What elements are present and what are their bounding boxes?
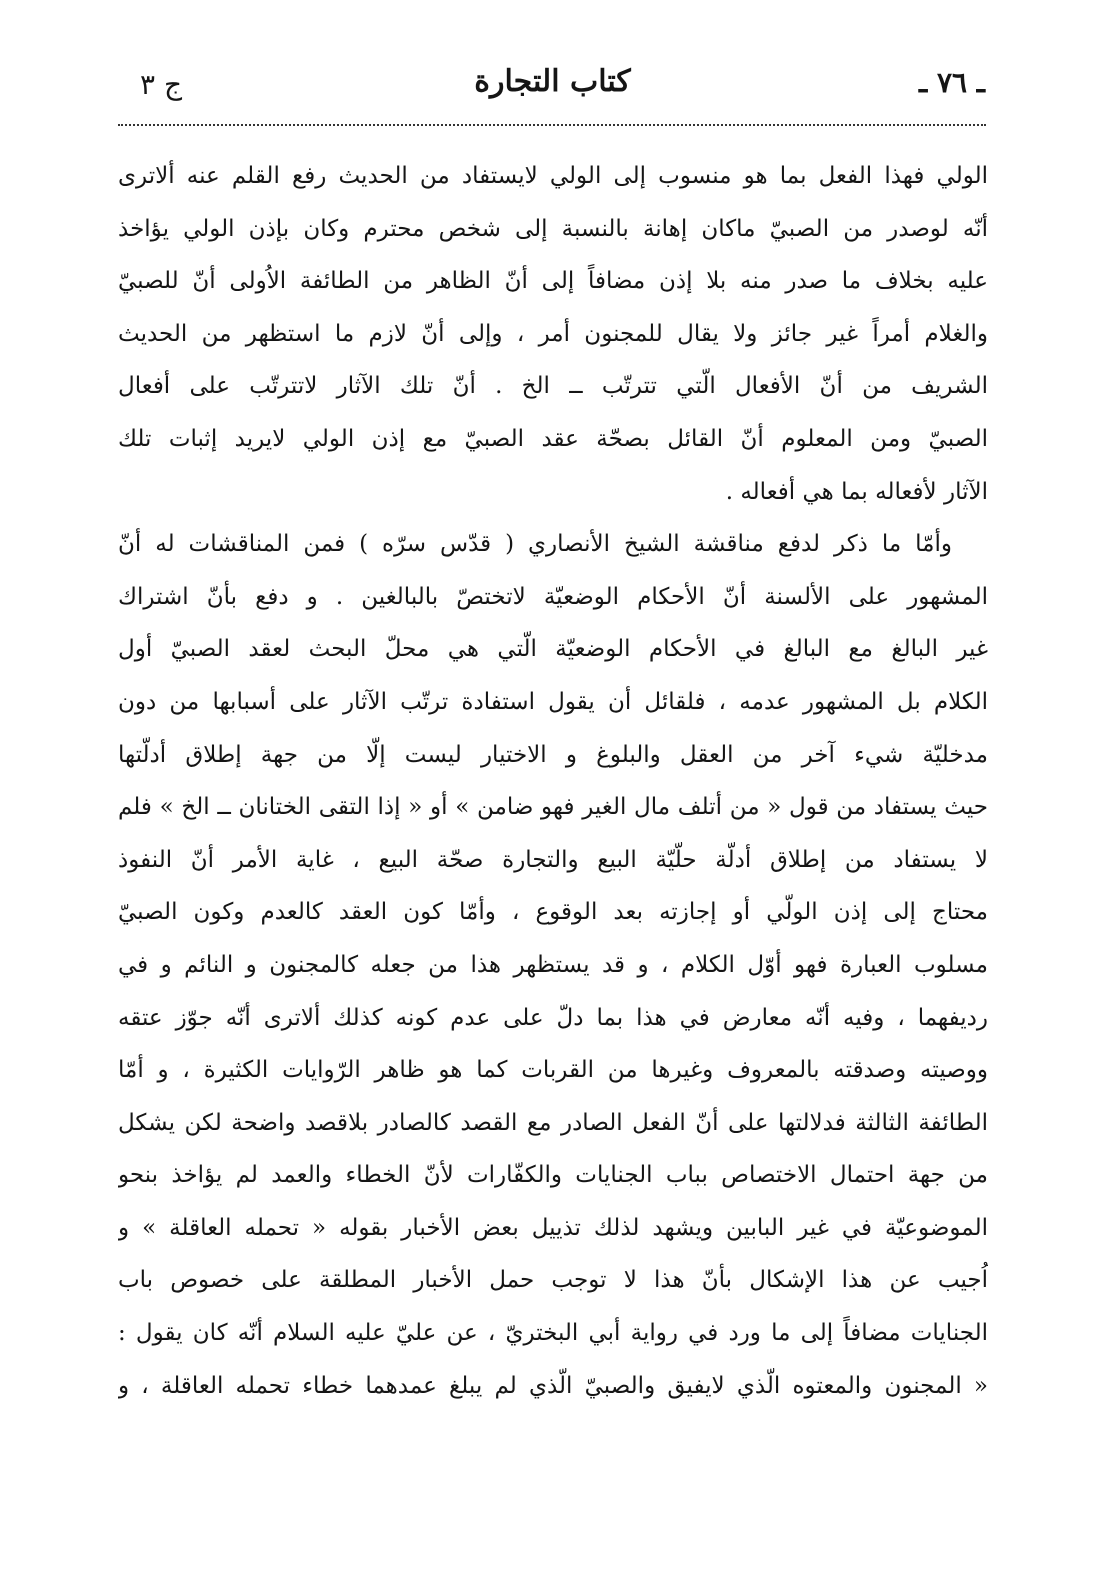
text-line: حيث يستفاد من قول « من أتلف مال الغير فهو ضامن » أو « إذا التقى الختانان ــ الخ » فلم: [118, 794, 988, 821]
text-line: المشهور على الألسنة أنّ الأحكام الوضعيّة لاتختصّ بالبالغين . و دفع بأنّ اشتراك: [118, 583, 988, 610]
text-line: الجنايات مضافاً إلى ما ورد في رواية أبي البختريّ ، عن عليّ عليه السلام أنّه كان يقول :: [118, 1320, 988, 1347]
text-line: أنّه لوصدر من الصبيّ ماكان إهانة بالنسبة إلى شخص محترم وكان بإذن الولي يؤاخذ: [118, 215, 988, 242]
text-line: مسلوب العبارة فهو أوّل الكلام ، و قد يستظهر هذا من جعله كالمجنون و النائم و في: [118, 951, 988, 978]
text-line: غير البالغ مع البالغ في الأحكام الوضعيّة الّتي هي محلّ البحث لعقد الصبيّ أول: [118, 636, 988, 663]
text-line: والغلام أمراً غير جائز ولا يقال للمجنون أمر ، وإلى أنّ لازم ما استظهر من الحديث: [118, 320, 988, 347]
text-line: ووصيته وصدقته بالمعروف وغيرها من القربات كما هو ظاهر الرّوايات الكثيرة ، و أمّا: [118, 1057, 988, 1084]
text-line: الصبيّ ومن المعلوم أنّ القائل بصحّة عقد الصبيّ مع إذن الولي لايريد إثبات تلك: [118, 425, 988, 452]
text-line: لا يستفاد من إطلاق أدلّة حلّيّة البيع والتجارة صحّة البيع ، غاية الأمر أنّ النفوذ: [118, 846, 988, 873]
text-line: الطائفة الثالثة فدلالتها على أنّ الفعل الصادر مع القصد كالصادر بلاقصد واضحة لكن يشكل: [118, 1109, 988, 1136]
text-line: الآثار لأفعاله بما هي أفعاله .: [725, 478, 988, 505]
text-line: الكلام بل المشهور عدمه ، فلقائل أن يقول استفادة ترتّب الآثار على أسبابها من دون: [118, 688, 988, 715]
text-line: رديفهما ، وفيه أنّه معارض في هذا بما دلّ على عدم كونه كذلك ألاترى أنّه جوّز عتقه: [118, 1004, 988, 1031]
volume-label: ج ٣: [140, 68, 183, 101]
text-line: الشريف من أنّ الأفعال الّتي تترتّب ــ الخ . أنّ تلك الآثار لاتترتّب على أفعال: [118, 373, 988, 400]
text-line: اُجيب عن هذا الإشكال بأنّ هذا لا توجب حمل الأخبار المطلقة على خصوص باب: [118, 1267, 988, 1294]
page-number: ـ ٧٦ ـ: [919, 66, 985, 99]
book-title: كتاب التجارة: [474, 64, 631, 99]
page-header: [120, 60, 985, 108]
text-line: الموضوعيّة في غير البابين ويشهد لذلك تذييل بعض الأخبار بقوله « تحمله العاقلة » و: [118, 1214, 988, 1241]
text-line: عليه بخلاف ما صدر منه بلا إذن مضافاً إلى أنّ الظاهر من الطائفة الاُولى أنّ للصبيّ: [118, 268, 988, 295]
header-divider: [118, 124, 986, 126]
text-line: محتاج إلى إذن الولّي أو إجازته بعد الوقوع ، وأمّا كون العقد كالعدم وكون الصبيّ: [118, 899, 988, 926]
text-line: من جهة احتمال الاختصاص بباب الجنايات والكفّارات لأنّ الخطاء والعمد لم يؤاخذ بنحو: [118, 1162, 988, 1189]
text-line: « المجنون والمعتوه الّذي لايفيق والصبيّ الّذي لم يبلغ عمدهما خطاء تحمله العاقلة ، و: [118, 1372, 988, 1399]
body-text: [118, 150, 988, 1412]
text-line: مدخليّة شيء آخر من العقل والبلوغ و الاختيار ليست إلّا من جهة إطلاق أدلّتها: [118, 741, 988, 768]
text-line: وأمّا ما ذكر لدفع مناقشة الشيخ الأنصاري ( قدّس سرّه ) فمن المناقشات له أنّ: [118, 531, 952, 558]
text-line: الولي فهذا الفعل بما هو منسوب إلى الولي لايستفاد من الحديث رفع القلم عنه ألاترى: [118, 163, 988, 189]
